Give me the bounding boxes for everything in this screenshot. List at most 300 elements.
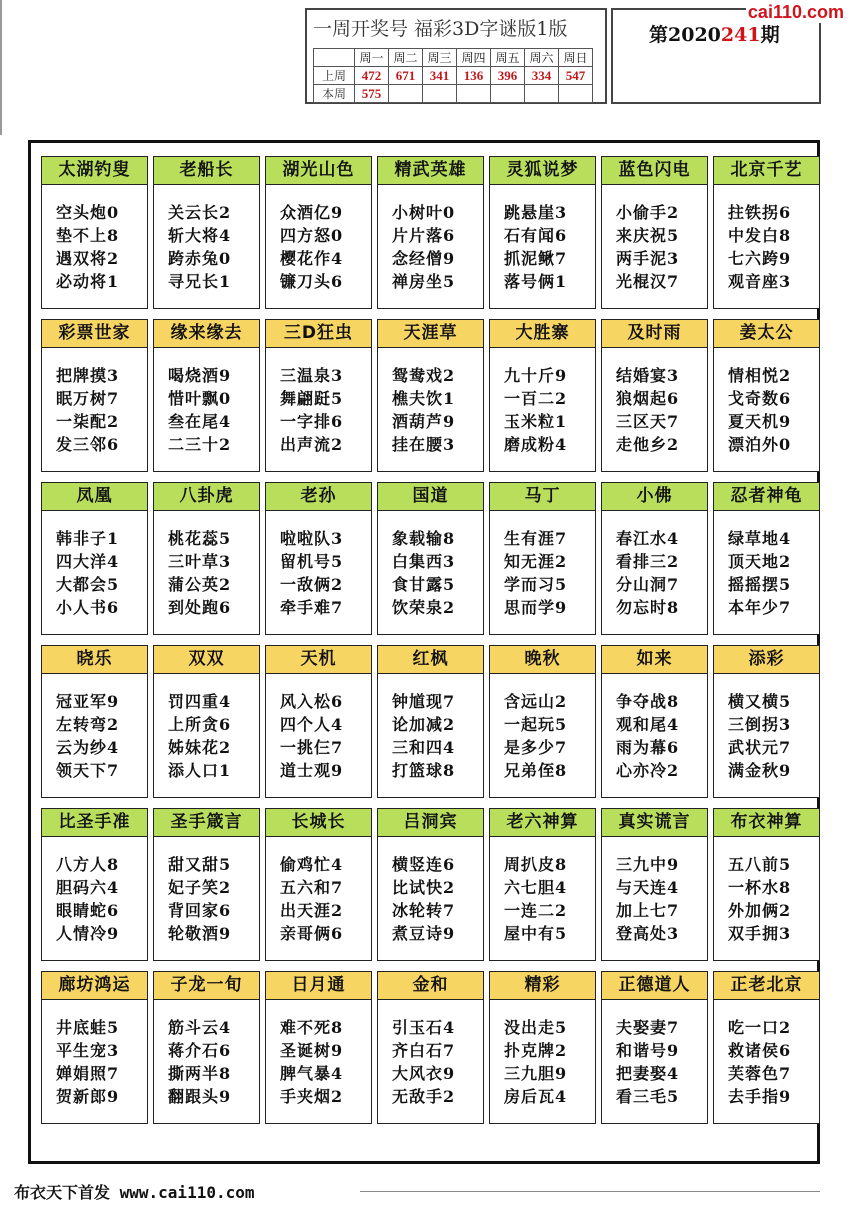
riddle-list xyxy=(42,185,147,293)
riddle-cell-title: 灵狐说梦 xyxy=(490,157,595,185)
riddle-list xyxy=(42,511,147,619)
riddle-line: 领天下7 xyxy=(56,761,120,780)
riddle-line: 齐白石7 xyxy=(392,1041,456,1060)
riddle-cell xyxy=(489,156,596,309)
riddle-cell-title: 子龙一旬 xyxy=(154,972,259,1000)
riddle-line: 是多少7 xyxy=(504,738,568,757)
riddle-line: 脾气暴4 xyxy=(280,1064,344,1083)
riddle-cell-title: 精武英雄 xyxy=(378,157,483,185)
weekday-label: 周日 xyxy=(559,49,593,67)
riddle-line: 一杯水8 xyxy=(728,878,792,897)
riddle-line: 关云长2 xyxy=(168,203,232,222)
weekday-label: 周四 xyxy=(457,49,491,67)
this-week-row xyxy=(314,85,593,103)
riddle-cell-title: 忍者神龟 xyxy=(714,483,819,511)
riddle-line: 心亦冷2 xyxy=(616,761,680,780)
riddle-line: 妃子笑2 xyxy=(168,878,232,897)
riddle-line: 春江水4 xyxy=(616,529,680,548)
riddle-line: 五八前5 xyxy=(728,855,792,874)
site-brand-logo: cai110.com xyxy=(747,2,844,22)
riddle-line: 结婚宴3 xyxy=(616,366,680,385)
riddle-line: 挂在腰3 xyxy=(392,435,456,454)
riddle-cell-title: 长城长 xyxy=(266,809,371,837)
riddle-line: 象载输8 xyxy=(392,529,456,548)
riddle-cell-title: 圣手箴言 xyxy=(154,809,259,837)
riddle-line: 啦啦队3 xyxy=(280,529,344,548)
riddle-line: 大风衣9 xyxy=(392,1064,456,1083)
riddle-line: 婵娟照7 xyxy=(56,1064,120,1083)
riddle-line: 眠万树7 xyxy=(56,389,120,408)
riddle-line: 寻兄长1 xyxy=(168,272,232,291)
riddle-line: 酒葫芦9 xyxy=(392,412,456,431)
riddle-cell-title: 精彩 xyxy=(490,972,595,1000)
riddle-list xyxy=(490,837,595,945)
riddle-line: 顶天地2 xyxy=(728,552,792,571)
riddle-line: 空头炮0 xyxy=(56,203,120,222)
riddle-line: 武状元7 xyxy=(728,738,792,757)
riddle-cell xyxy=(601,319,708,472)
riddle-line: 翻跟头9 xyxy=(168,1087,232,1106)
riddle-line: 镰刀头6 xyxy=(280,272,344,291)
riddle-cell xyxy=(153,808,260,961)
draw-number: 547 xyxy=(559,67,593,85)
riddle-line: 食甘露5 xyxy=(392,575,456,594)
riddle-board xyxy=(28,140,820,1164)
riddle-list xyxy=(378,348,483,456)
riddle-line: 引玉石4 xyxy=(392,1018,456,1037)
riddle-cell xyxy=(377,319,484,472)
riddle-cell-title: 真实谎言 xyxy=(602,809,707,837)
riddle-cell xyxy=(377,156,484,309)
riddle-line: 拄铁拐6 xyxy=(728,203,792,222)
riddle-line: 出天涯2 xyxy=(280,901,344,920)
this-week-label: 本周 xyxy=(314,85,355,103)
riddle-line: 一百二2 xyxy=(504,389,568,408)
riddle-cell-title: 布衣神算 xyxy=(714,809,819,837)
riddle-line: 含远山2 xyxy=(504,692,568,711)
riddle-line: 雨为幕6 xyxy=(616,738,680,757)
riddle-list xyxy=(42,837,147,945)
riddle-line: 圣诞树9 xyxy=(280,1041,344,1060)
riddle-line: 一连二2 xyxy=(504,901,568,920)
riddle-cell xyxy=(377,971,484,1124)
weekday-label: 周二 xyxy=(389,49,423,67)
weekly-draw-panel xyxy=(305,8,607,104)
riddle-line: 去手指9 xyxy=(728,1087,792,1106)
riddle-line: 玉米粒1 xyxy=(504,412,568,431)
riddle-line: 把牌摸3 xyxy=(56,366,120,385)
riddle-line: 眼睛蛇6 xyxy=(56,901,120,920)
riddle-line: 手夹烟2 xyxy=(280,1087,344,1106)
riddle-list xyxy=(154,674,259,782)
riddle-list xyxy=(42,348,147,456)
riddle-line: 四大洋4 xyxy=(56,552,120,571)
riddle-line: 樱花作4 xyxy=(280,249,344,268)
riddle-cell xyxy=(601,971,708,1124)
riddle-line: 六七胆4 xyxy=(504,878,568,897)
riddle-list xyxy=(602,674,707,782)
riddle-line: 亲哥俩6 xyxy=(280,924,344,943)
riddle-line: 念经僧9 xyxy=(392,249,456,268)
riddle-line: 生有涯7 xyxy=(504,529,568,548)
riddle-line: 兄弟侄8 xyxy=(504,761,568,780)
riddle-line: 知无涯2 xyxy=(504,552,568,571)
riddle-line: 必动将1 xyxy=(56,272,120,291)
riddle-list xyxy=(490,185,595,293)
riddle-line: 跳悬崖3 xyxy=(504,203,568,222)
riddle-line: 光棍汉7 xyxy=(616,272,680,291)
riddle-line: 一起玩5 xyxy=(504,715,568,734)
riddle-line: 争夺战8 xyxy=(616,692,680,711)
riddle-line: 人情冷9 xyxy=(56,924,120,943)
riddle-line: 三温泉3 xyxy=(280,366,344,385)
riddle-line: 一柒配2 xyxy=(56,412,120,431)
riddle-list xyxy=(490,511,595,619)
riddle-line: 白集西3 xyxy=(392,552,456,571)
riddle-line: 本年少7 xyxy=(728,598,792,617)
issue-prefix: 第2020 xyxy=(649,24,721,46)
riddle-cell-title: 八卦虎 xyxy=(154,483,259,511)
riddle-cell xyxy=(601,156,708,309)
riddle-cell-title: 三D狂虫 xyxy=(266,320,371,348)
riddle-line: 发三邻6 xyxy=(56,435,120,454)
riddle-line: 外加俩2 xyxy=(728,901,792,920)
riddle-line: 抓泥鳅7 xyxy=(504,249,568,268)
riddle-cell xyxy=(153,319,260,472)
riddle-line: 垫不上8 xyxy=(56,226,120,245)
riddle-line: 登高处3 xyxy=(616,924,680,943)
riddle-cell xyxy=(265,156,372,309)
riddle-list xyxy=(266,348,371,456)
riddle-line: 惜叶飘0 xyxy=(168,389,232,408)
draw-number: 671 xyxy=(389,67,423,85)
riddle-line: 落号俩1 xyxy=(504,272,568,291)
riddle-cell-title: 北京千艺 xyxy=(714,157,819,185)
draw-number: 575 xyxy=(355,85,389,103)
riddle-line: 云为纱4 xyxy=(56,738,120,757)
riddle-line: 四方怒0 xyxy=(280,226,344,245)
left-edge-line xyxy=(0,0,2,135)
riddle-line: 狼烟起6 xyxy=(616,389,680,408)
riddle-list xyxy=(154,511,259,619)
riddle-cell-title: 缘来缘去 xyxy=(154,320,259,348)
riddle-line: 和谐号9 xyxy=(616,1041,680,1060)
riddle-line: 留机号5 xyxy=(280,552,344,571)
riddle-line: 中发白8 xyxy=(728,226,792,245)
riddle-line: 满金秋9 xyxy=(728,761,792,780)
riddle-grid xyxy=(41,156,820,1124)
riddle-list xyxy=(490,674,595,782)
riddle-cell xyxy=(153,645,260,798)
riddle-line: 七六跨9 xyxy=(728,249,792,268)
weekly-draw-title: 一周开奖号 福彩3D字谜版1版 xyxy=(313,18,568,40)
riddle-line: 难不死8 xyxy=(280,1018,344,1037)
riddle-list xyxy=(714,348,819,456)
riddle-line: 夏天机9 xyxy=(728,412,792,431)
riddle-cell-title: 国道 xyxy=(378,483,483,511)
riddle-line: 添人口1 xyxy=(168,761,232,780)
riddle-line: 小偷手2 xyxy=(616,203,680,222)
riddle-cell-title: 晓乐 xyxy=(42,646,147,674)
riddle-cell xyxy=(489,971,596,1124)
riddle-line: 平生宠3 xyxy=(56,1041,120,1060)
riddle-list xyxy=(602,511,707,619)
riddle-line: 看排三2 xyxy=(616,552,680,571)
riddle-line: 三九中9 xyxy=(616,855,680,874)
riddle-cell xyxy=(41,156,148,309)
issue-number-highlight: 241 xyxy=(720,24,761,46)
riddle-list xyxy=(42,1000,147,1108)
riddle-list xyxy=(714,185,819,293)
riddle-line: 胆码六4 xyxy=(56,878,120,897)
riddle-cell xyxy=(489,808,596,961)
riddle-line: 三九胆9 xyxy=(504,1064,568,1083)
riddle-line: 学而习5 xyxy=(504,575,568,594)
riddle-line: 二三十2 xyxy=(168,435,232,454)
riddle-list xyxy=(154,837,259,945)
riddle-line: 一挑仨7 xyxy=(280,738,344,757)
riddle-line: 加上七7 xyxy=(616,901,680,920)
riddle-line: 救诸侯6 xyxy=(728,1041,792,1060)
riddle-line: 罚四重4 xyxy=(168,692,232,711)
riddle-line: 偷鸡忙4 xyxy=(280,855,344,874)
riddle-line: 情相悦2 xyxy=(728,366,792,385)
riddle-line: 戈奇数6 xyxy=(728,389,792,408)
riddle-line: 石有闻6 xyxy=(504,226,568,245)
riddle-line: 禅房坐5 xyxy=(392,272,456,291)
riddle-list xyxy=(490,1000,595,1108)
riddle-line: 周扒皮8 xyxy=(504,855,568,874)
riddle-cell xyxy=(265,971,372,1124)
weekday-label: 周三 xyxy=(423,49,457,67)
riddle-cell xyxy=(713,319,820,472)
riddle-cell xyxy=(265,319,372,472)
riddle-cell xyxy=(153,156,260,309)
riddle-list xyxy=(266,1000,371,1108)
draw-number xyxy=(457,85,491,103)
riddle-cell xyxy=(601,808,708,961)
riddle-list xyxy=(266,185,371,293)
riddle-line: 桃花蕊5 xyxy=(168,529,232,548)
riddle-list xyxy=(602,185,707,293)
riddle-line: 思而学9 xyxy=(504,598,568,617)
riddle-cell-title: 添彩 xyxy=(714,646,819,674)
riddle-cell xyxy=(713,971,820,1124)
riddle-line: 一字排6 xyxy=(280,412,344,431)
riddle-line: 大都会5 xyxy=(56,575,120,594)
riddle-line: 井底蛙5 xyxy=(56,1018,120,1037)
riddle-cell xyxy=(41,319,148,472)
riddle-line: 樵夫饮1 xyxy=(392,389,456,408)
riddle-line: 姊妹花2 xyxy=(168,738,232,757)
riddle-line: 轮敬酒9 xyxy=(168,924,232,943)
riddle-line: 片片落6 xyxy=(392,226,456,245)
footer-credit: 布衣天下首发 www.cai110.com xyxy=(14,1183,255,1202)
draw-number: 341 xyxy=(423,67,457,85)
riddle-line: 一敌俩2 xyxy=(280,575,344,594)
riddle-cell-title: 马丁 xyxy=(490,483,595,511)
riddle-line: 出声流2 xyxy=(280,435,344,454)
footer-divider xyxy=(360,1191,820,1192)
riddle-line: 众酒亿9 xyxy=(280,203,344,222)
riddle-line: 芙蓉色7 xyxy=(728,1064,792,1083)
riddle-cell xyxy=(713,808,820,961)
riddle-line: 到处跑6 xyxy=(168,598,232,617)
riddle-line: 打篮球8 xyxy=(392,761,456,780)
riddle-cell xyxy=(713,482,820,635)
riddle-line: 五六和7 xyxy=(280,878,344,897)
riddle-line: 鸳鸯戏2 xyxy=(392,366,456,385)
riddle-list xyxy=(154,348,259,456)
weekday-label: 周六 xyxy=(525,49,559,67)
riddle-cell xyxy=(489,319,596,472)
riddle-list xyxy=(266,674,371,782)
riddle-cell xyxy=(601,645,708,798)
riddle-line: 贺新郎9 xyxy=(56,1087,120,1106)
riddle-cell-title: 天涯草 xyxy=(378,320,483,348)
riddle-cell-title: 姜太公 xyxy=(714,320,819,348)
riddle-cell-title: 双双 xyxy=(154,646,259,674)
riddle-line: 叁在尾4 xyxy=(168,412,232,431)
draw-number: 472 xyxy=(355,67,389,85)
riddle-line: 扑克牌2 xyxy=(504,1041,568,1060)
riddle-line: 舞翩跹5 xyxy=(280,389,344,408)
riddle-list xyxy=(714,511,819,619)
riddle-list xyxy=(714,674,819,782)
riddle-line: 冰轮转7 xyxy=(392,901,456,920)
riddle-cell-title: 如来 xyxy=(602,646,707,674)
riddle-line: 比试快2 xyxy=(392,878,456,897)
riddle-line: 喝烧酒9 xyxy=(168,366,232,385)
riddle-cell-title: 正老北京 xyxy=(714,972,819,1000)
riddle-list xyxy=(602,348,707,456)
riddle-line: 四个人4 xyxy=(280,715,344,734)
riddle-cell-title: 蓝色闪电 xyxy=(602,157,707,185)
riddle-line: 上所贪6 xyxy=(168,715,232,734)
riddle-line: 无敌手2 xyxy=(392,1087,456,1106)
riddle-line: 三倒拐3 xyxy=(728,715,792,734)
riddle-line: 三和四4 xyxy=(392,738,456,757)
riddle-cell-title: 日月通 xyxy=(266,972,371,1000)
riddle-list xyxy=(42,674,147,782)
riddle-cell-title: 彩票世家 xyxy=(42,320,147,348)
riddle-line: 煮豆诗9 xyxy=(392,924,456,943)
riddle-list xyxy=(602,1000,707,1108)
riddle-line: 磨成粉4 xyxy=(504,435,568,454)
riddle-list xyxy=(378,185,483,293)
riddle-cell-title: 凤凰 xyxy=(42,483,147,511)
riddle-list xyxy=(154,185,259,293)
draw-number: 396 xyxy=(491,67,525,85)
riddle-line: 没出走5 xyxy=(504,1018,568,1037)
riddle-line: 道士观9 xyxy=(280,761,344,780)
riddle-cell xyxy=(153,482,260,635)
riddle-line: 钟馗现7 xyxy=(392,692,456,711)
riddle-line: 三区天7 xyxy=(616,412,680,431)
riddle-line: 九十斤9 xyxy=(504,366,568,385)
riddle-line: 斩大将4 xyxy=(168,226,232,245)
draw-number xyxy=(389,85,423,103)
riddle-cell xyxy=(377,645,484,798)
draw-number: 136 xyxy=(457,67,491,85)
riddle-line: 甜又甜5 xyxy=(168,855,232,874)
riddle-line: 走他乡2 xyxy=(616,435,680,454)
riddle-cell xyxy=(713,156,820,309)
riddle-line: 冠亚军9 xyxy=(56,692,120,711)
riddle-cell xyxy=(41,645,148,798)
riddle-line: 双手拥3 xyxy=(728,924,792,943)
riddle-cell-title: 湖光山色 xyxy=(266,157,371,185)
draw-number: 334 xyxy=(525,67,559,85)
last-week-row xyxy=(314,67,593,85)
riddle-cell xyxy=(377,808,484,961)
riddle-line: 观和尾4 xyxy=(616,715,680,734)
weekday-label: 周五 xyxy=(491,49,525,67)
riddle-line: 漂泊外0 xyxy=(728,435,792,454)
riddle-line: 分山洞7 xyxy=(616,575,680,594)
riddle-line: 屋中有5 xyxy=(504,924,568,943)
riddle-cell-title: 太湖钓叟 xyxy=(42,157,147,185)
riddle-line: 论加减2 xyxy=(392,715,456,734)
riddle-line: 勿忘时8 xyxy=(616,598,680,617)
draw-number xyxy=(491,85,525,103)
weekly-draw-table xyxy=(313,48,593,103)
riddle-list xyxy=(154,1000,259,1108)
riddle-cell xyxy=(489,482,596,635)
riddle-line: 撕两半8 xyxy=(168,1064,232,1083)
riddle-line: 两手泥3 xyxy=(616,249,680,268)
riddle-list xyxy=(378,1000,483,1108)
issue-number xyxy=(649,20,780,47)
riddle-cell xyxy=(41,482,148,635)
riddle-line: 风入松6 xyxy=(280,692,344,711)
riddle-cell-title: 老船长 xyxy=(154,157,259,185)
riddle-cell-title: 小佛 xyxy=(602,483,707,511)
riddle-line: 绿草地4 xyxy=(728,529,792,548)
riddle-cell-title: 金和 xyxy=(378,972,483,1000)
riddle-cell-title: 大胜寨 xyxy=(490,320,595,348)
riddle-cell xyxy=(265,645,372,798)
riddle-cell-title: 比圣手准 xyxy=(42,809,147,837)
riddle-line: 饮荣泉2 xyxy=(392,598,456,617)
riddle-line: 吃一口2 xyxy=(728,1018,792,1037)
riddle-list xyxy=(266,511,371,619)
riddle-cell-title: 红枫 xyxy=(378,646,483,674)
riddle-cell xyxy=(265,482,372,635)
riddle-cell-title: 老六神算 xyxy=(490,809,595,837)
riddle-line: 跨赤兔0 xyxy=(168,249,232,268)
riddle-line: 观音座3 xyxy=(728,272,792,291)
riddle-cell-title: 天机 xyxy=(266,646,371,674)
riddle-line: 蒲公英2 xyxy=(168,575,232,594)
riddle-line: 来庆祝5 xyxy=(616,226,680,245)
riddle-list xyxy=(378,511,483,619)
riddle-cell xyxy=(601,482,708,635)
riddle-list xyxy=(266,837,371,945)
riddle-line: 横又横5 xyxy=(728,692,792,711)
riddle-cell xyxy=(41,808,148,961)
riddle-cell xyxy=(153,971,260,1124)
riddle-line: 八方人8 xyxy=(56,855,120,874)
draw-number xyxy=(423,85,457,103)
riddle-line: 小树叶0 xyxy=(392,203,456,222)
riddle-line: 蒋介石6 xyxy=(168,1041,232,1060)
riddle-cell-title: 廊坊鸿运 xyxy=(42,972,147,1000)
riddle-line: 把妻娶4 xyxy=(616,1064,680,1083)
draw-number xyxy=(525,85,559,103)
last-week-label: 上周 xyxy=(314,67,355,85)
draw-number xyxy=(559,85,593,103)
